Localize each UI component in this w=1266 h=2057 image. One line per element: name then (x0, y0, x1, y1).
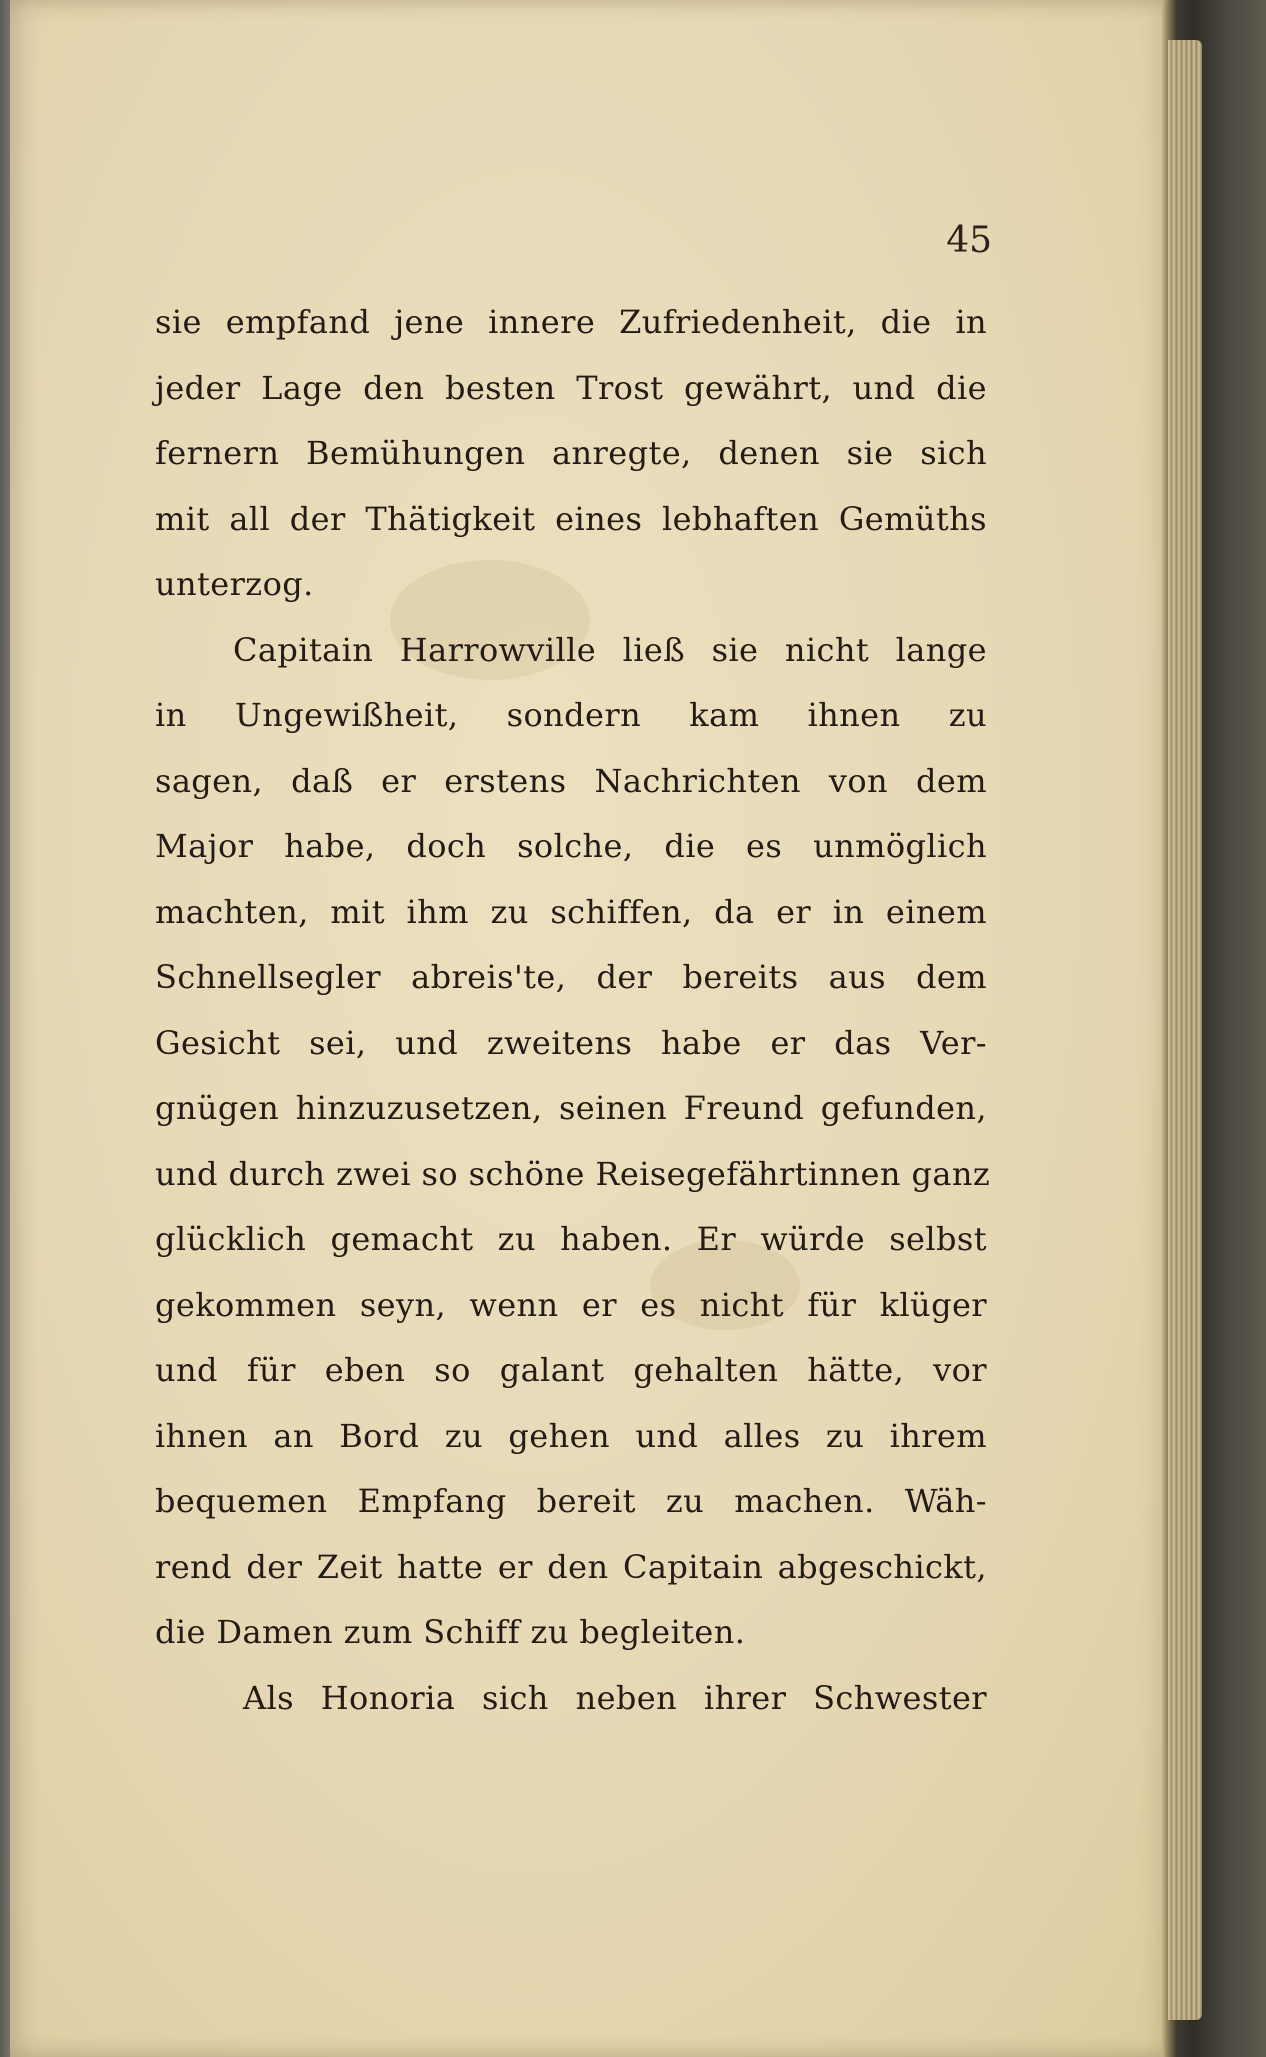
text-line: Major habe, doch solche, die es unmöglich (155, 827, 987, 865)
text-line: sagen, daß er erstens Nachrichten von dem (155, 761, 987, 800)
text-line: gnügen hinzuzusetzen, seinen Freund gefunden, (155, 1089, 987, 1127)
text-line: die Damen zum Schiff zu begleiten. (155, 1613, 746, 1651)
text-line: Schnellsegler abreis'te, der bereits aus dem (155, 958, 987, 996)
text-line: mit all der Thätigkeit eines lebhaften Gemüths (155, 499, 987, 538)
text-line: Gesicht sei, und zweitens habe er das Ver- (155, 1023, 987, 1062)
page-number: 45 (946, 220, 992, 261)
text-line: rend der Zeit hatte er den Capitain abgeschickt, (155, 1547, 987, 1586)
body-text (155, 290, 991, 1731)
text-line: ihnen an Bord zu gehen und alles zu ihrem (155, 1416, 987, 1455)
text-line: unterzog. (155, 565, 314, 603)
text-line: Capitain Harrowville ließ sie nicht lange (233, 630, 987, 669)
text-line: glücklich gemacht zu haben. Er würde selbst (155, 1220, 987, 1258)
text-line: und durch zwei so schöne Reisegefährtinnen ganz (155, 1154, 991, 1193)
text-line: machten, mit ihm zu schiffen, da er in einem (155, 892, 987, 931)
text-line: bequemen Empfang bereit zu machen. Wäh- (155, 1482, 987, 1520)
text-line: sie empfand jene innere Zufriedenheit, die in (155, 303, 987, 341)
text-line: jeder Lage den besten Trost gewährt, und die (155, 368, 987, 407)
page-edges (1168, 40, 1202, 2020)
text-line: in Ungewißheit, sondern kam ihnen zu (155, 696, 987, 734)
text-line: fernern Bemühungen anregte, denen sie sich (155, 434, 987, 472)
text-line: und für eben so galant gehalten hätte, vor (155, 1351, 987, 1389)
text-line: gekommen seyn, wenn er es nicht für klüger (155, 1285, 987, 1324)
text-line: Als Honoria sich neben ihrer Schwester (243, 1678, 987, 1717)
